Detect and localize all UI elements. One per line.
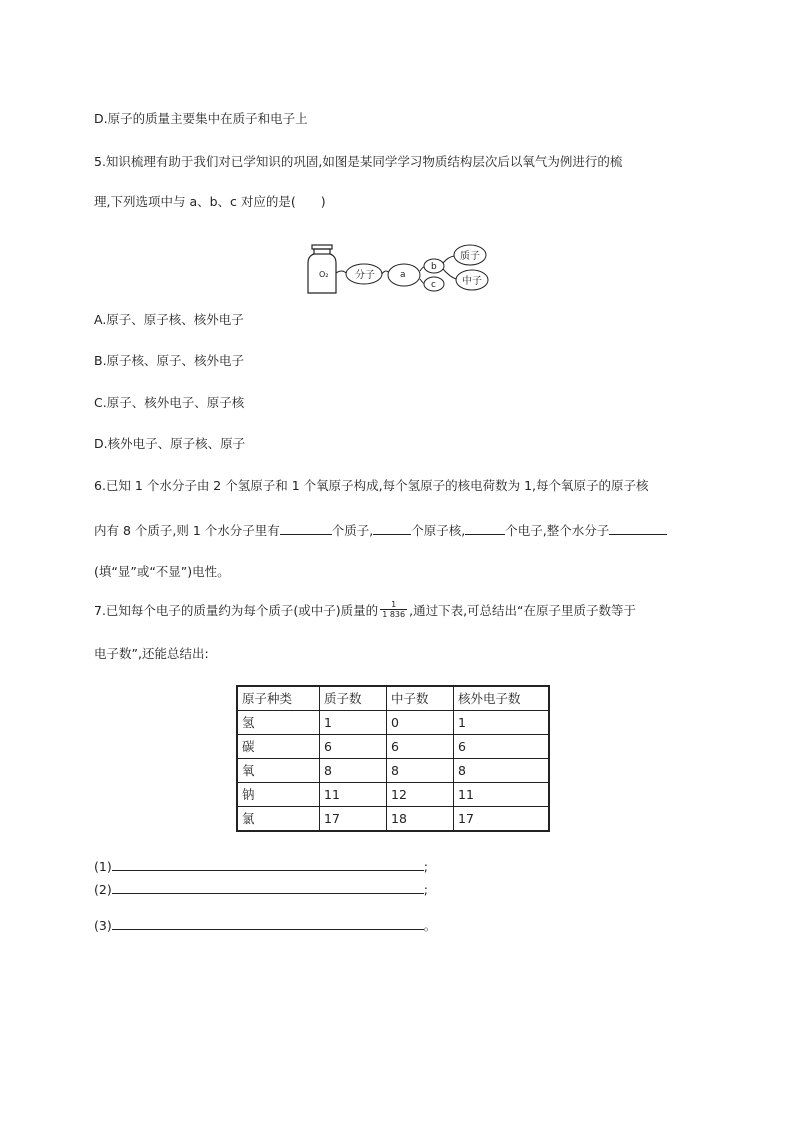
table-cell: 8 [387,759,454,783]
neutron-label: 中子 [462,276,482,287]
table-cell: 11 [454,783,550,807]
node-b-label: b [431,262,437,272]
answer-label: (2) [94,882,112,897]
table-cell: 18 [387,807,454,832]
q6-text-c: 个原子核, [411,523,466,538]
q5-option-a: A.原子、原子核、核外电子 [94,312,244,327]
table-cell: 6 [320,735,387,759]
table-cell: 8 [320,759,387,783]
answer-end: ; [423,882,428,897]
header-cell: 核外电子数 [454,686,550,711]
node-a-label: a [400,270,406,280]
answer-end: 。 [423,918,437,933]
q6-text-a: 内有 8 个质子,则 1 个水分子里有 [94,523,280,538]
table-row [237,807,549,832]
table-cell: 1 [320,711,387,735]
table-cell: 氢 [237,711,320,735]
answer-line-2 [94,880,428,899]
q5-option-c: C.原子、核外电子、原子核 [94,395,245,410]
answer-label: (1) [94,859,112,874]
q6-stem-line1: 6.已知 1 个水分子由 2 个氢原子和 1 个氧原子构成,每个氢原子的核电荷数为 1,每个氧原子的原子核 [94,478,649,493]
bottle-label: O₂ [319,270,329,279]
table-cell: 12 [387,783,454,807]
table-cell: 碳 [237,735,320,759]
q6-blank-3[interactable] [465,520,505,535]
q7-stem-line2: 电子数”,还能总结出: [94,646,209,661]
oxygen-bottle-icon [308,245,336,293]
q6-stem-line3: (填“显”或“不显”)电性。 [94,564,230,579]
atom-table [236,685,550,832]
q7-text-b: ,通过下表,可总结出“在原子里质子数等于 [409,603,637,618]
q4-option-d: D.原子的质量主要集中在质子和电子上 [94,111,308,126]
table-row [237,759,549,783]
answer-blank[interactable] [112,916,424,930]
q7-text-a: 7.已知每个电子的质量约为每个质子(或中子)质量的 [94,603,379,618]
answer-blank[interactable] [112,857,424,871]
table-row [237,783,549,807]
q6-blank-2[interactable] [373,520,411,535]
structure-diagram [300,243,500,299]
q5-stem-line1: 5.知识梳理有助于我们对已学知识的巩固,如图是某同学学习物质结构层次后以氧气为例进行的梳 [94,154,623,169]
q5-option-d: D.核外电子、原子核、原子 [94,436,246,451]
header-cell: 原子种类 [237,686,320,711]
fraction [380,600,407,619]
molecule-label: 分子 [355,270,375,281]
table-cell: 17 [320,807,387,832]
table-cell: 6 [387,735,454,759]
answer-line-3 [94,916,436,935]
table-cell: 氧 [237,759,320,783]
node-c-label: c [431,280,436,290]
table-cell: 6 [454,735,550,759]
answer-line-1 [94,857,428,876]
table-cell: 17 [454,807,550,832]
q6-blank-1[interactable] [280,520,332,535]
q7-stem-line1 [94,602,636,621]
proton-label: 质子 [460,251,480,262]
q6-stem-line2 [94,520,667,540]
q5-stem-line2: 理,下列选项中与 a、b、c 对应的是( ) [94,194,326,209]
table-header-row [237,686,549,711]
q6-text-b: 个质子, [331,523,374,538]
table-cell: 0 [387,711,454,735]
table-cell: 氯 [237,807,320,832]
table-row [237,735,549,759]
table-cell: 8 [454,759,550,783]
table-cell: 11 [320,783,387,807]
answer-label: (3) [94,918,112,933]
q5-option-b: B.原子核、原子、核外电子 [94,353,245,368]
fraction-denominator: 1 836 [382,610,406,619]
table-cell: 钠 [237,783,320,807]
answer-end: ; [423,859,428,874]
table-row [237,711,549,735]
q6-blank-4[interactable] [609,520,667,535]
header-cell: 质子数 [320,686,387,711]
header-cell: 中子数 [387,686,454,711]
table-cell: 1 [454,711,550,735]
answer-blank[interactable] [112,880,424,894]
q6-text-d: 个电子,整个水分子 [505,523,610,538]
fraction-numerator: 1 [380,600,407,610]
